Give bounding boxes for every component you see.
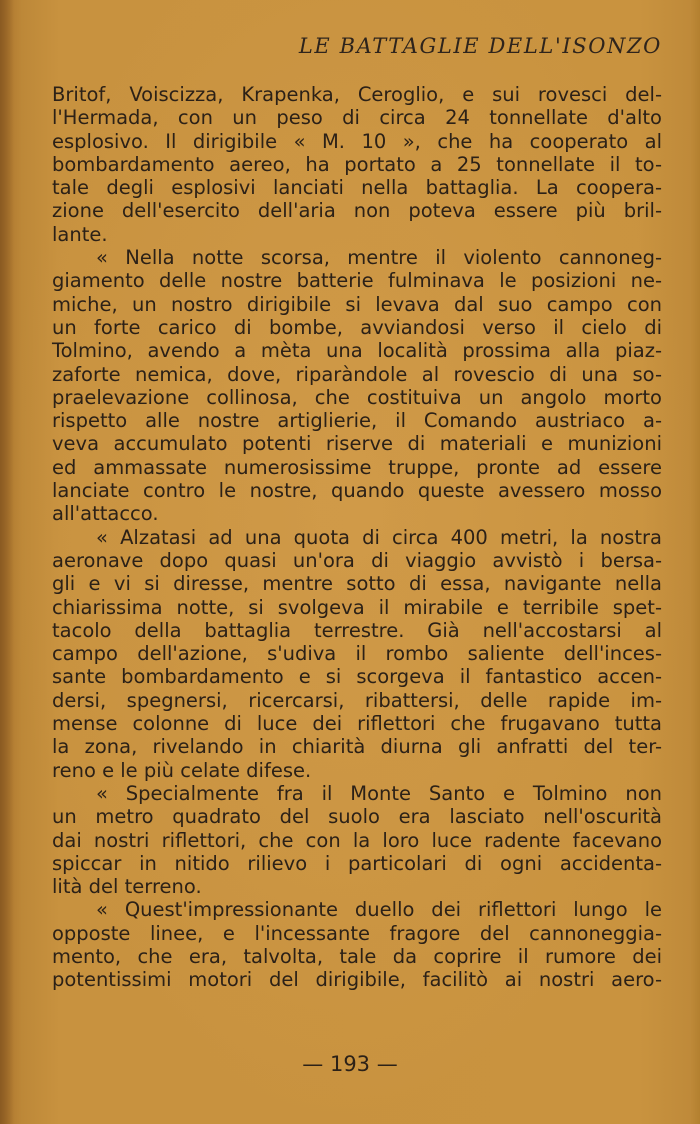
text-line: « Alzatasi ad una quota di circa 400 metri, la nostra bbox=[96, 525, 662, 549]
page-spine-shadow bbox=[0, 0, 14, 1124]
text-line: « Nella notte scorsa, mentre il violento cannoneg- bbox=[96, 246, 662, 270]
text-line: opposte linee, e l'incessante fragore del cannoneggia- bbox=[52, 921, 662, 945]
running-header: LE BATTAGLIE DELL'ISONZO bbox=[298, 34, 662, 58]
text-line: miche, un nostro dirigibile si levava dal suo campo con bbox=[52, 292, 662, 316]
text-line: un metro quadrato del suolo era lasciato nell'oscurità bbox=[52, 805, 662, 829]
text-line: « Specialmente fra il Monte Santo e Tolmino non bbox=[96, 781, 662, 805]
text-line: zaforte nemica, dove, riparàndole al rovescio di una so- bbox=[52, 362, 662, 386]
text-line: lità del terreno. bbox=[52, 875, 202, 899]
text-line: reno e le più celate difese. bbox=[52, 758, 312, 782]
text-line: veva accumulato potenti riserve di materiali e munizioni bbox=[52, 432, 662, 456]
text-line: Tolmino, avendo a mèta una località prossima alla piaz- bbox=[52, 339, 662, 363]
text-line: dersi, spegnersi, ricercarsi, ribattersi, delle rapide im- bbox=[52, 688, 662, 712]
text-line: spiccar in nitido rilievo i particolari di ogni accidenta- bbox=[52, 851, 662, 875]
text-line: la zona, rivelando in chiarità diurna gli anfratti del ter- bbox=[52, 735, 662, 759]
text-line: un forte carico di bombe, avviandosi verso il cielo di bbox=[52, 315, 662, 339]
text-line: mento, che era, talvolta, tale da coprire il rumore dei bbox=[52, 944, 662, 968]
text-line: bombardamento aereo, ha portato a 25 tonnellate il to- bbox=[52, 152, 662, 176]
text-line: Britof, Voiscizza, Krapenka, Ceroglio, e sui rovesci del- bbox=[52, 83, 662, 106]
text-line: lanciate contro le nostre, quando queste avessero mosso bbox=[52, 479, 662, 503]
text-line: chiarissima notte, si svolgeva il mirabile e terribile spet- bbox=[52, 595, 662, 619]
text-line: esplosivo. Il dirigibile « M. 10 », che ha cooperato al bbox=[52, 129, 662, 153]
body-text bbox=[52, 83, 662, 992]
text-line: giamento delle nostre batterie fulminava le posizioni ne- bbox=[52, 269, 662, 293]
text-line: all'attacco. bbox=[52, 502, 159, 526]
text-line: tale degli esplosivi lanciati nella battaglia. La coopera- bbox=[52, 176, 662, 200]
text-line: lante. bbox=[52, 222, 108, 246]
text-line: ed ammassate numerosissime truppe, pronte ad essere bbox=[52, 455, 662, 479]
text-line: campo dell'azione, s'udiva il rombo saliente dell'inces- bbox=[52, 642, 662, 666]
text-line: « Quest'impressionante duello dei riflettori lungo le bbox=[96, 898, 662, 922]
text-line: zione dell'esercito dell'aria non poteva essere più bril- bbox=[52, 199, 662, 223]
text-line: gli e vi si diresse, mentre sotto di essa, navigante nella bbox=[52, 572, 662, 596]
text-line: praelevazione collinosa, che costituiva un angolo morto bbox=[52, 385, 662, 409]
text-line: l'Hermada, con un peso di circa 24 tonnellate d'alto bbox=[52, 106, 662, 130]
text-line: rispetto alle nostre artiglierie, il Comando austriaco a- bbox=[52, 409, 662, 433]
text-line: tacolo della battaglia terrestre. Già nell'accostarsi al bbox=[52, 618, 662, 642]
text-line: potentissimi motori del dirigibile, facilitò ai nostri aero- bbox=[52, 968, 662, 992]
text-line: sante bombardamento e si scorgeva il fantastico accen- bbox=[52, 665, 662, 689]
text-line: aeronave dopo quasi un'ora di viaggio avvistò i bersa- bbox=[52, 548, 662, 572]
text-line: dai nostri riflettori, che con la loro luce radente facevano bbox=[52, 828, 662, 852]
text-line: mense colonne di luce dei riflettori che frugavano tutta bbox=[52, 712, 662, 736]
page-number: — 193 — bbox=[302, 1052, 398, 1076]
